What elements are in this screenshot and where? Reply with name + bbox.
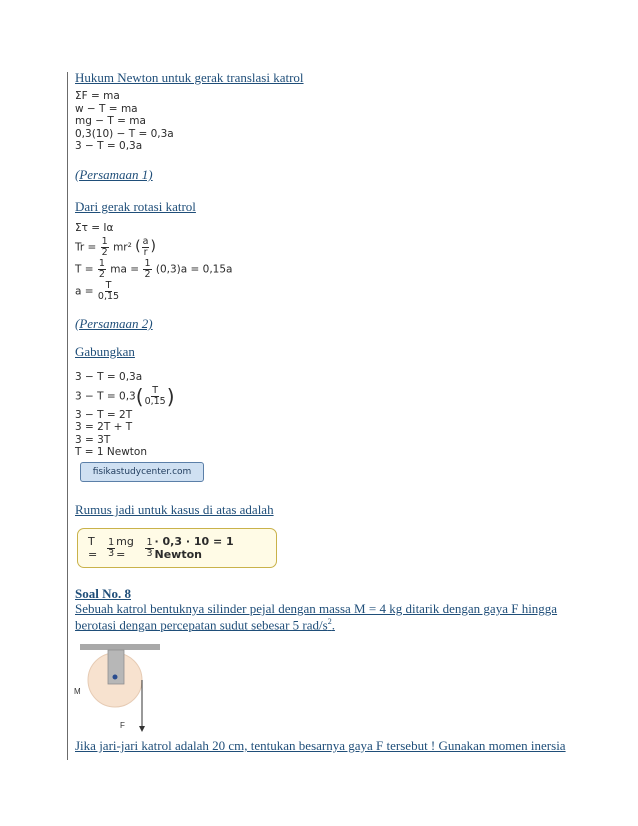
eq1-line: 0,3(10) − T = 0,3a bbox=[75, 127, 174, 140]
question-title: Soal No. 8 bbox=[75, 586, 131, 601]
eq3-line-1: 3 − T = 0,3a bbox=[75, 371, 143, 383]
label-persamaan-2: (Persamaan 2) bbox=[75, 316, 153, 331]
eq3-line-5: 3 = 3T bbox=[75, 433, 111, 446]
equation-block-rotation bbox=[75, 222, 232, 302]
eq2-line-2: Tr = $\frac{1}{2}$ mr² ( $\frac{a}{r}$ ) bbox=[75, 235, 156, 258]
equation-block-combined bbox=[75, 371, 175, 459]
mass-label: M bbox=[74, 687, 81, 696]
eq3-line-3: 3 − T = 2T bbox=[75, 408, 133, 421]
equation-block-translation bbox=[75, 90, 174, 153]
question-line-2: berotasi dengan percepatan sudut sebesar 5 rad/$s^2$. bbox=[75, 617, 335, 633]
left-margin-rule bbox=[67, 72, 68, 760]
question-line-3: Jika jari-jari katrol adalah 20 cm, tentukan besarnya gaya F tersebut ! Gunakan momen inersia bbox=[75, 738, 566, 753]
force-arrow-head bbox=[139, 726, 145, 732]
result-formula-box: T = $\frac{1}{3}$ mg = $\frac{1}{3}$ · 0,3 · 10 = 1 Newton bbox=[77, 528, 277, 568]
heading-rumus: Rumus jadi untuk kasus di atas adalah bbox=[75, 502, 274, 517]
eq3-line-6: T = 1 Newton bbox=[75, 446, 148, 458]
eq3-line-4: 3 = 2T + T bbox=[75, 421, 133, 433]
eq2-line-3: T = $\frac{1}{2}$ ma = $\frac{1}{2}$ (0,3)a = 0,15a bbox=[75, 257, 233, 280]
pulley-diagram bbox=[70, 642, 180, 742]
heading-rotasi: Dari gerak rotasi katrol bbox=[75, 199, 196, 214]
heading-hukum-newton: Hukum Newton untuk gerak translasi katrol bbox=[75, 70, 304, 85]
ceiling-mount bbox=[80, 644, 160, 650]
site-logo-badge: fisikastudycenter.com bbox=[80, 462, 204, 482]
label-persamaan-1: (Persamaan 1) bbox=[75, 167, 153, 182]
eq2-line-4: a = $\frac{T}{0,15}$ bbox=[75, 279, 120, 302]
force-label: F bbox=[120, 721, 125, 730]
eq2-line-1: Στ = Iα bbox=[75, 222, 114, 234]
eq3-line-2: 3 − T = 0,3( $\frac{T}{0,15}$ ) bbox=[75, 383, 175, 408]
eq1-line: ΣF = ma bbox=[75, 90, 120, 102]
eq1-line: mg − T = ma bbox=[75, 115, 146, 127]
question-line-1: Sebuah katrol bentuknya silinder pejal dengan massa M = 4 kg ditarik dengan gaya F hingga bbox=[75, 601, 558, 616]
pulley-axle bbox=[113, 675, 118, 680]
heading-gabungkan: Gabungkan bbox=[75, 344, 135, 359]
eq1-line: 3 − T = 0,3a bbox=[75, 140, 143, 152]
eq1-line: w − T = ma bbox=[75, 102, 138, 115]
